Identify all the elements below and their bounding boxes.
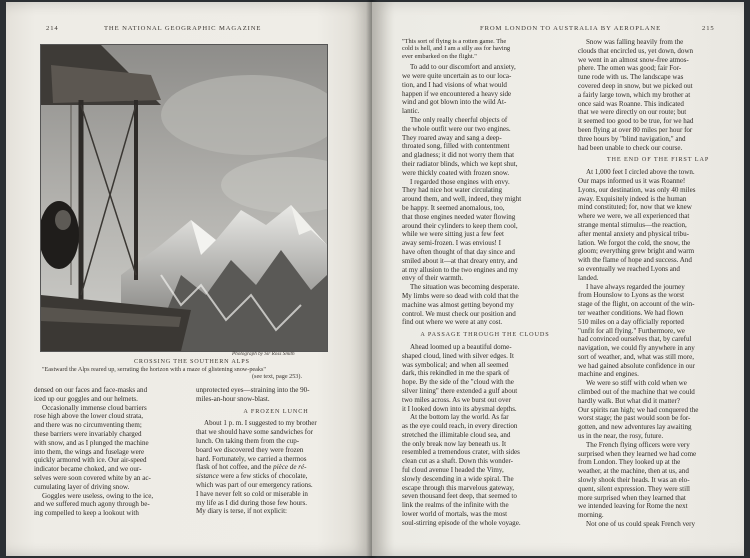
text-line: smiled about it—at that dreary entry, and [402,256,518,265]
text-fragment: flask of hot coffee, and the [196,463,272,472]
text-line: sort of weather, and, what was still more, [578,352,694,361]
text-line: Lyons, our destination, was only 40 miles [578,185,696,194]
text-fragment: were a few sticks of chocolate, [220,472,308,481]
text-line: lunch. On taking them from the cup- [196,436,300,445]
text-line: I have always regarded the journey [586,282,685,291]
text-line: cold is hell, and I am a silly ass for having [402,45,511,53]
text-line: from Hounslow to Lyons as the worst [578,291,685,300]
text-line: board we discovered they were frozen [196,445,304,454]
text-line: where we were, we all experienced that [578,212,690,221]
text-line: machine was almost getting beyond my [402,300,514,309]
text-line: happen if we encountered a heavy side [402,89,512,98]
text-line: ful cloud avenue I headed the Vimy, [402,466,504,475]
text-line: At the bottom lay the world. As far [410,413,509,422]
text-line: once said was Roanne. This indicated [578,99,684,108]
text-line: more surprised when they learned that [578,493,686,502]
text-line: link the realms of the infinite with the [402,501,509,510]
text-line: their radiator blinds, which we kept shut, [402,159,518,168]
text-line: around them, and well, indeed, they might [402,195,522,204]
text-line: Occasionally immense cloud barriers [42,403,147,412]
text-line: two miles across. As we burst out over [402,395,511,404]
text-line: Goggles were useless, owing to the ice, [42,491,154,500]
alps-aircraft-image [41,45,327,351]
text-line: was symbolical; and when all seemed [402,360,509,369]
text-line: soul-stirring episode of the whole voyage. [402,518,521,527]
text-line: we went in an almost snow-free atmos- [578,55,689,64]
text-line: Our spirits ran high; we had conquered the [578,405,699,414]
alps-photograph [40,44,328,352]
text-line: seven thousand feet deep, that seemed to [402,492,517,501]
text-line: ter weather conditions. We had flown [578,308,684,317]
text-line: from London. They looked up at the [578,458,681,467]
text-line: The situation was becoming desperate. [410,283,520,292]
text-line: strange mental stimulus—the reaction, [578,220,687,229]
text-line: iced up our goggles and our helmets. [34,394,138,403]
text-line: The only really cheerful objects of [410,116,508,124]
text-line: my life as I did during those few hours. [196,498,307,507]
text-line-with-italic [196,472,356,481]
text-line: that we should have some sandwiches for [196,428,314,437]
text-line: miles-an-hour snow-blast. [196,394,270,403]
text-line: selves were soon covered white by an ac- [34,473,151,482]
subhead-frozen-lunch: A FROZEN LUNCH [243,407,309,415]
text-line: clouds that encircled us, yet down, down [578,46,694,55]
text-line: lower world of mortals, was the most [402,510,508,519]
text-line: be happy. It seemed anomalous, too, [402,203,505,212]
text-line: and gladness; it did not worry them that [402,151,515,160]
text-line: escape through this marvelous gateway, [402,483,515,492]
text-line: and we suffered much agony through be- [34,500,150,509]
text-line: rose high above the lower cloud strata, [34,412,143,421]
text-line: slowly descending in a wide spiral. The [402,474,514,483]
text-line: tune rode with us. The landscape was [578,73,684,82]
text-line: I regarded those engines with envy. [410,177,510,186]
text-line: gotten, and new adventures lay awaiting [578,423,692,432]
text-line: lantic. [402,107,420,116]
text-line: had convinced ourselves that, by careful [578,335,692,344]
text-line: us in the near, the rosy, future. [578,432,664,441]
text-line: we intended leaving for Rome the next [578,502,688,511]
text-line: ever embarked on the flight." [402,52,477,60]
text-line: ing compelled to keep a lookout with [34,509,139,518]
text-line: around their cylinders to keep them cool, [402,221,518,230]
text-line: Not one of us could speak French very [586,520,696,529]
right-page-column-1 [402,38,568,528]
left-page-column-1 [34,386,186,518]
text-line: quent, silent expression. They were still [578,484,691,493]
text-line: have often thought of that day since and [402,247,515,256]
text-line: hope. By the side of the "cloud with the [402,378,514,387]
diary-quote [402,38,568,60]
left-running-head: THE NATIONAL GEOGRAPHIC MAGAZINE [104,25,262,32]
text-line: At 1,000 feet I circled above the town. [586,168,695,177]
text-line: tion, and I had visions of what would [402,80,507,89]
text-line: "This sort of flying is a rotten game. The [402,38,507,45]
text-line: a fairly large town, which my brother at [578,90,691,99]
text-line: To add to our discomfort and anxiety, [410,63,516,72]
text-line: envy of their warmth. [402,274,464,283]
text-line: silver lining" there extended a gulf about [402,386,518,395]
text-line: Ahead loomed up a beautiful dome- [410,342,512,351]
text-line: mind constituted; for, now that we knew [578,203,692,212]
text-line: worst stage; the past would soon be for- [578,414,691,423]
text-line: away. Exquisitely indeed is the human [578,194,687,203]
text-line: at my allusion to the two engines and my [402,265,518,274]
text-line: cumulating layer of driving snow. [34,482,130,491]
text-line: three hours by "blind navigation," and [578,134,686,143]
text-line: morning. [578,511,604,520]
text-line: with the flame of hope and success. And [578,256,692,265]
text-line: indicator became choked, and we our- [34,465,142,474]
text-line: landed. [578,273,599,282]
right-page-column-2 [578,38,738,529]
text-line: hard. Fortunately, we carried a thermos [196,454,307,463]
text-line: 510 miles on a day officially reported [578,317,684,326]
text-line: machine and engines. [578,370,639,379]
caption-quote-line2: (see text, page 253). [252,373,302,380]
text-line: we had gained absolute confidence in our [578,361,696,370]
text-line: densed on our faces and face-masks and [34,386,148,394]
text-line: resembled a tremendous crater, with sides [402,448,520,457]
text-line: as the eye could reach, in every direction [402,422,518,431]
right-running-head: FROM LONDON TO AUSTRALIA BY AEROPLANE [480,25,662,32]
text-line: We were so stiff with cold when we [586,379,687,388]
text-line: gloom; everything grew bright and warm [578,247,695,256]
text-line: throated song, filled with contentment [402,142,510,151]
text-line: shaped cloud, lined with silver edges. It [402,351,514,360]
text-line: been flying at over 80 miles per hour for [578,125,693,134]
photo-credit: Photograph by Sir Ross Smith [232,351,295,357]
text-line: They had nice hot water circulating [402,186,502,195]
text-line: Our maps informed us it was Roanne! [578,176,686,185]
text-line: quickly armored with ice. Our air-speed [34,456,147,465]
text-line: dark, this rekindled in me the spark of [402,369,510,378]
text-line: Snow was falling heavily from the [586,38,684,46]
text-line: covered deep in snow, but we picked out [578,81,693,90]
text-line: we were quite uncertain as to our loca- [402,72,512,81]
text-line: phere. The omen was good; fair For- [578,64,682,73]
text-line: weather, at the machine, then at us, and [578,467,689,476]
text-line: and there was no circumventing them; [34,421,142,430]
text-line: My diary is terse, if not explicit: [196,507,288,516]
text-line: had been unable to check our course. [578,143,683,152]
text-line: the whole outfit were our two engines. [402,124,511,133]
text-line: the only break now lay beneath us. It [402,439,507,448]
left-page [6,2,372,556]
subhead-passage-clouds: A PASSAGE THROUGH THE CLOUDS [420,331,550,339]
text-line: navigation, we could fly anywhere in any [578,344,695,353]
text-line: slowly shook their heads. It was an elo- [578,476,690,485]
text-line: so eventually we reached Lyons and [578,264,680,273]
text-line: stage of the flight, on account of the win- [578,300,695,309]
text-line: control. We must check our position and [402,309,516,318]
text-line: "unfit for all flying." Furthermore, we [578,326,685,335]
text-line: climbed out of the machine that we could [578,388,695,397]
text-line: I have never felt so cold or miserable in [196,489,308,498]
text-line: these barriers were invariably charged [34,429,142,438]
text-line: while we were sitting just a few feet [402,230,504,239]
text-line: My limbs were so dead with cold that the [402,291,519,300]
text-line: wind and got blown into the wild At- [402,98,507,107]
italic-phrase: pièce de ré- [273,463,307,472]
right-page-number: 215 [702,25,715,32]
text-line: it I looked down into its abysmal depths. [402,404,517,413]
text-line: The French flying officers were very [586,440,690,449]
caption-title: CROSSING THE SOUTHERN ALPS [134,358,250,365]
text-line: away semi-frozen. I was envious! I [402,239,502,248]
text-line: that we were directly on our route; but [578,108,687,117]
text-line: unprotected eyes—straining into the 90- [196,386,310,394]
subhead-end-first-lap: THE END OF THE FIRST LAP [606,156,710,164]
text-line: into them, the wings and fuselage were [34,447,145,456]
text-line: after mental anxiety and physical tribu- [578,229,689,238]
text-line: clean cut as a shaft. Down this wonder- [402,457,514,466]
text-line: with snow, and as I plunged the machine [34,438,149,447]
text-line-with-italic [196,463,356,472]
text-line: hardly walk. But what did it matter? [578,396,680,405]
text-line: They roared away and sang a deep- [402,133,502,142]
caption-quote-line1: "Eastward the Alps reared up, serrating the horizon with a maze of glistening snow-peaks" [42,366,266,373]
text-line: surprised when they learned we had come [578,449,697,458]
text-line: it seemed too good to be true, for we had [578,117,694,126]
left-page-column-2 [196,386,356,516]
text-line: find out where we were at any cost. [402,318,503,327]
right-page [372,2,744,556]
text-line: were thickly coated with frozen snow. [402,168,510,177]
text-line: stretched the illimitable cloud sea, and [402,430,511,439]
italic-phrase: sistance [196,472,219,481]
text-line: lation. We forgot the cold, the snow, the [578,238,691,247]
left-page-number: 214 [46,25,59,32]
text-line: About 1 p. m. I suggested to my brother [204,419,317,428]
text-line: that those engines needed water flowing [402,212,516,221]
text-line: which was part of our emergency rations. [196,480,313,489]
